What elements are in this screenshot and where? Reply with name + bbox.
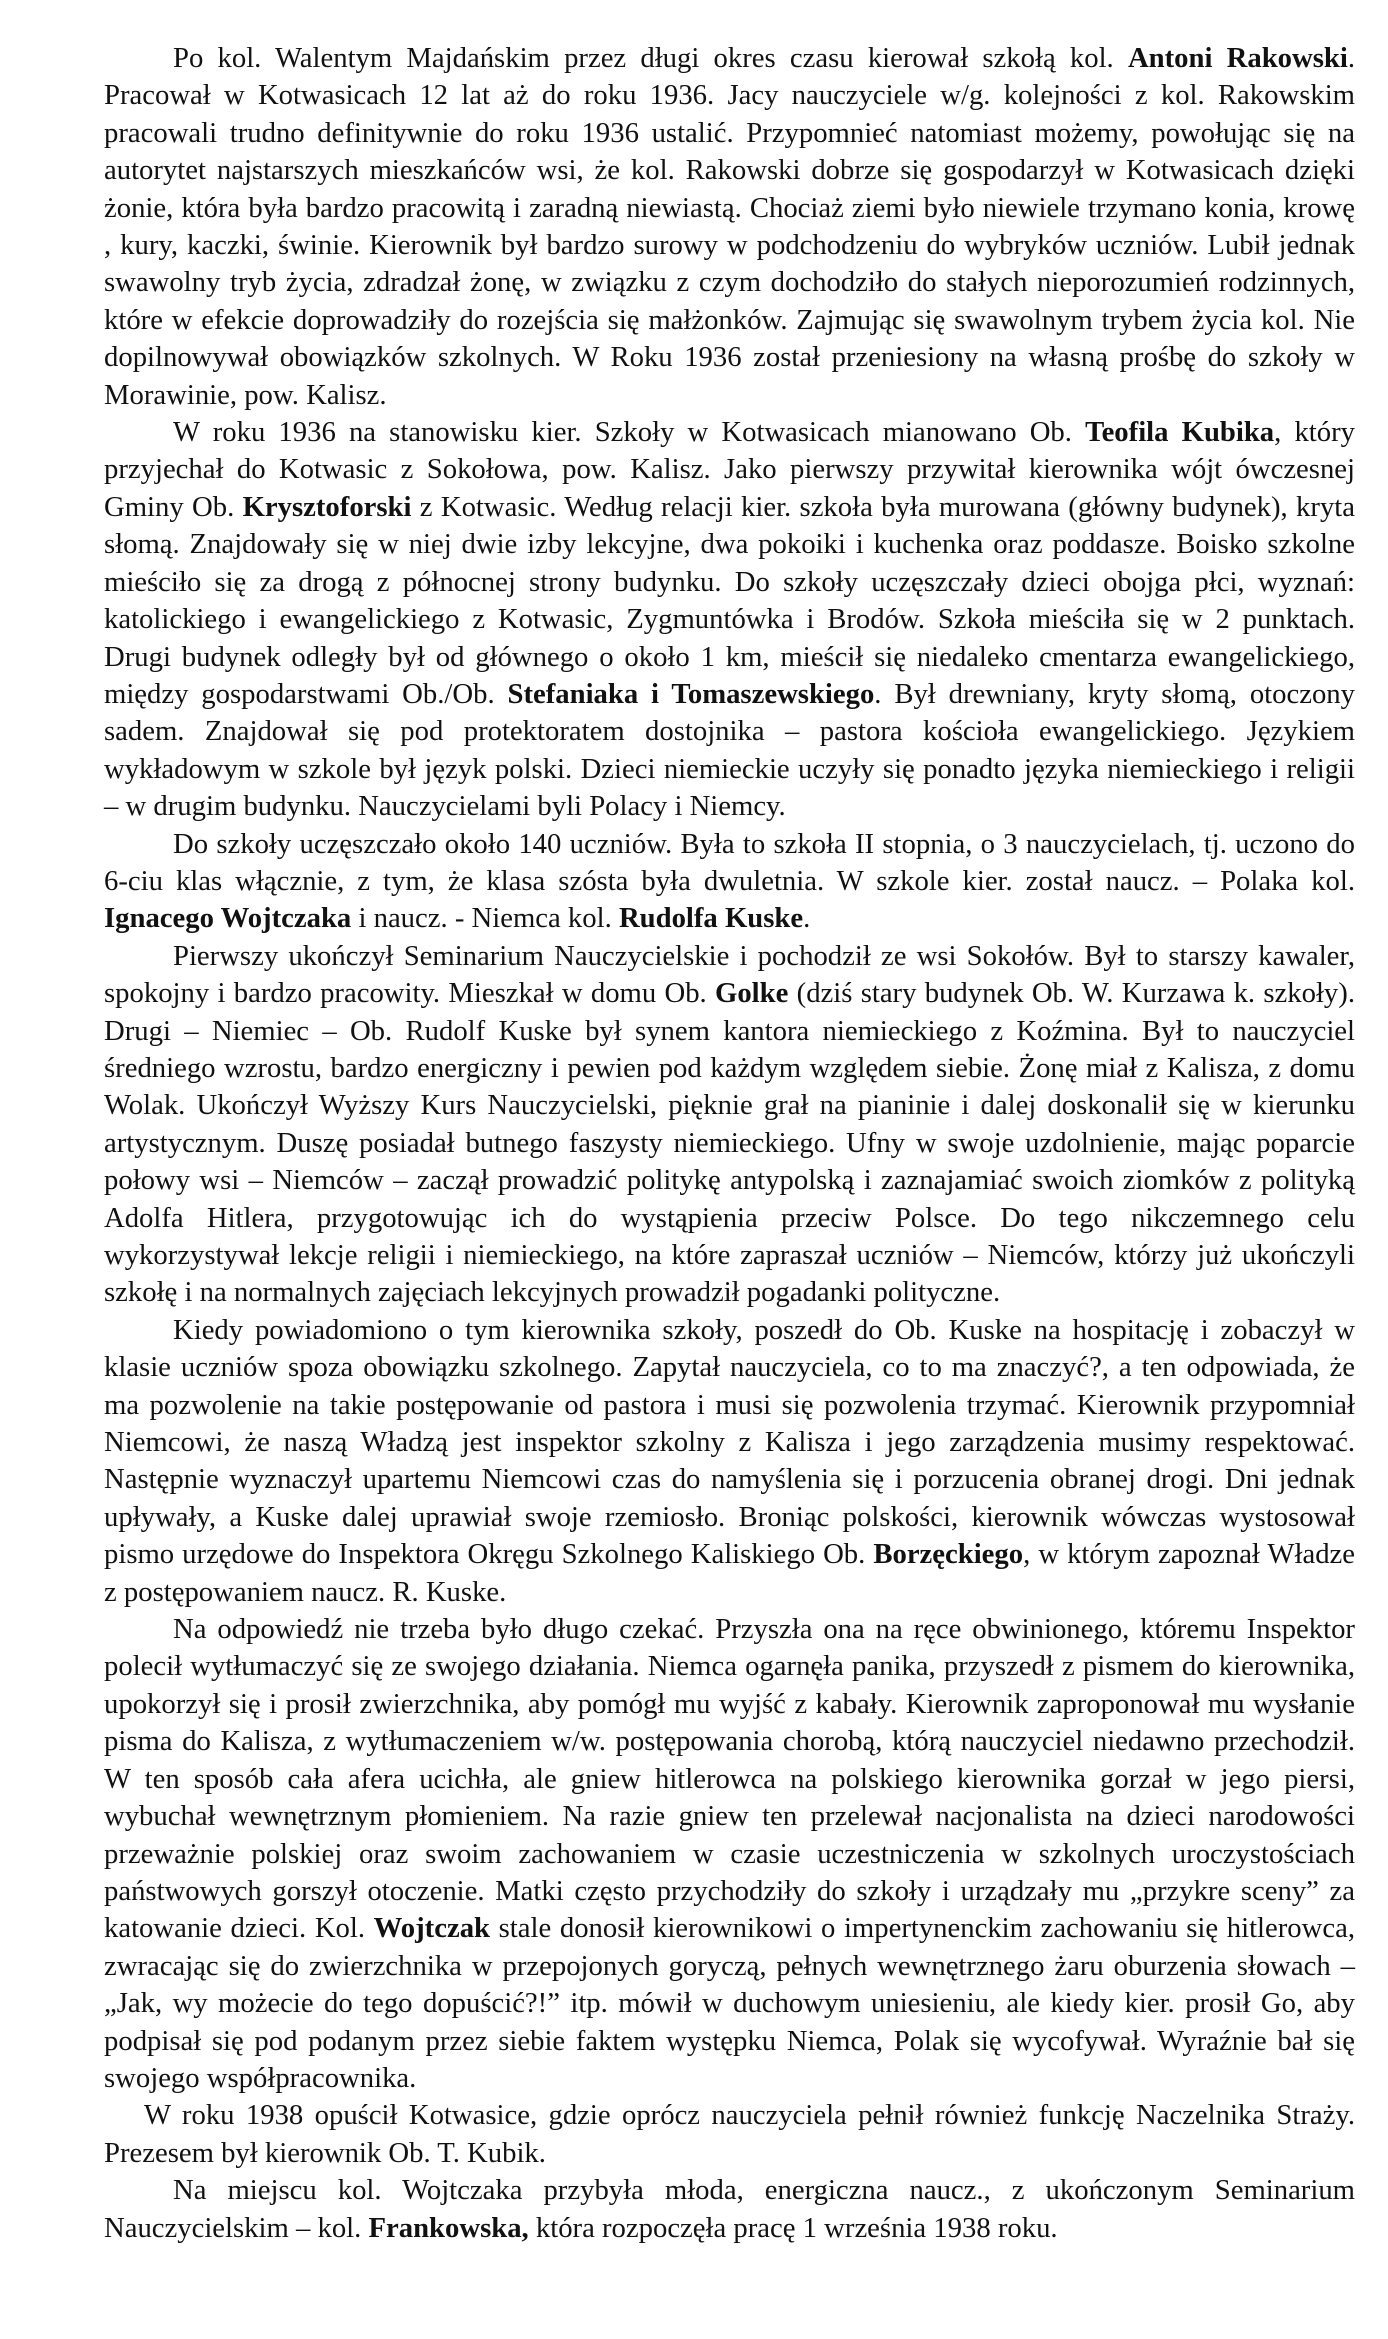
bold-name-text: Golke: [715, 977, 789, 1010]
body-text: , który przyjechał do Kotwasic z Sokołowa, pow. Kalisz. Jako pierwszy przywitał kierownika wójt ówczesnej Gminy Ob.: [104, 416, 1355, 523]
paragraph-5: [104, 1312, 1355, 1611]
body-text: Na miejscu kol. Wojtczaka przybyła młoda, energiczna naucz., z ukończonym Seminarium Nauczycielskim – kol.: [104, 2174, 1355, 2244]
paragraph-8: [104, 2172, 1355, 2247]
bold-name-text: Stefaniaka i Tomaszewskiego: [507, 677, 875, 710]
body-text: Pierwszy ukończył Seminarium Nauczycielskie i pochodził ze wsi Sokołów. Był to starszy kawaler, spokojny i bardzo pracowity. Mieszkał w domu Ob.: [104, 939, 1355, 1010]
body-text: Na odpowiedź nie trzeba było długo czekać. Przyszła ona na ręce obwinionego, któremu Inspektor polecił wytłumaczyć się ze swojego działania. Niemca ogarnęła panika, przyszedł z pismem do kierownika, upokorzył się i prosił zwierzchnika, aby pomógł mu wyjść z kabały. Kierownik zaproponował mu wysłanie pisma do Kalisza, z wytłumaczeniem w/w. postępowania chorobą, którą nauczyciel niedawno przechodził. W ten sposób cała afera ucichła, ale gniew hitlerowca na polskiego kierownika gorzał w jego piersi, wybuchał wewnętrznym płomieniem. Na razie gniew ten przelewał nacjonalista na dzieci narodowości przeważnie polskiej oraz swoim zachowaniem w czasie uczestniczenia w szkolnych uroczystościach państwowych gorszył otoczenie. Matki często przychodziły do szkoły i urządzały mu „przykre sceny” za katowanie dzieci. Kol.: [104, 1613, 1355, 1945]
paragraph-4: [104, 938, 1355, 1312]
bold-name-text: Borzęckiego: [873, 1538, 1024, 1571]
body-text: .: [803, 902, 811, 935]
bold-name-text: Teofila Kubika: [1085, 416, 1275, 449]
bold-name-text: Krysztoforski: [242, 490, 412, 523]
body-text: (dziś stary budynek Ob. W. Kurzawa k. szkoły). Drugi – Niemiec – Ob. Rudolf Kuske był synem kantora niemieckiego z Koźmina. Był to nauczyciel średniego wzrostu, bardzo energiczny i pewien pod każdym względem siebie. Żonę miał z Kalisza, z domu Wolak. Ukończył Wyższy Kurs Nauczycielski, pięknie grał na pianinie i dalej doskonalił się w kierunku artystycznym. Duszę posiadał butnego faszysty niemieckiego. Ufny w swoje uzdolnienie, mając poparcie połowy wsi – Niemców – zaczął prowadzić politykę antypolską i zaznajamiać swoich ziomków z polityką Adolfa Hitlera, przygotowując ich do wystąpienia przeciw Polsce. Do tego nikczemnego celu wykorzystywał lekcje religii i niemieckiego, na które zapraszał uczniów – Niemców, którzy już ukończyli szkołę i na normalnych zajęciach lekcyjnych prowadził pogadanki polityczne.: [104, 977, 1355, 1309]
body-text: . Pracował w Kotwasicach 12 lat aż do roku 1936. Jacy nauczyciele w/g. kolejności z kol. Rakowskim pracowali trudno definitywnie do roku 1936 ustalić. Przypomnieć natomiast możemy, powołując się na autorytet najstarszych mieszkańców wsi, że kol. Rakowski dobrze się gospodarzył w Kotwasicach dzięki żonie, która była bardzo pracowitą i zaradną niewiastą. Chociaż ziemi było niewiele trzymano konia, krowę , kury, kaczki, świnie. Kierownik był bardzo surowy w podchodzeniu do wybryków uczniów. Lubił jednak swawolny tryb życia, zdradzał żonę, w związku z czym dochodziło do stałych nieporozumień rodzinnych, które w efekcie doprowadziły do rozejścia się małżonków. Zajmując się swawolnym trybem życia kol. Nie dopilnowywał obowiązków szkolnych. W Roku 1936 został przeniesiony na własną prośbę do szkoły w Morawinie, pow. Kalisz.: [104, 42, 1355, 411]
bold-name-text: Wojtczak: [373, 1912, 490, 1945]
body-text: która rozpoczęła pracę 1 września 1938 roku.: [528, 2211, 1058, 2244]
body-text: . Był drewniany, kryty słomą, otoczony sadem. Znajdował się pod protektoratem dostojnika – pastora kościoła ewangelickiego. Językiem wykładowym w szkole był język polski. Dzieci niemieckie uczyły się ponadto języka niemieckiego i religii – w drugim budynku. Nauczycielami byli Polacy i Niemcy.: [104, 677, 1355, 823]
body-text: W roku 1936 na stanowisku kier. Szkoły w Kotwasicach mianowano Ob.: [173, 416, 1086, 449]
body-text: Do szkoły uczęszczało około 140 uczniów. Była to szkoła II stopnia, o 3 nauczycielach, tj. uczono do 6-ciu klas włącznie, z tym, że klasa szósta była dwuletnia. W szkole kier. został naucz. – Polaka kol.: [104, 827, 1355, 897]
bold-name-text: Antoni Rakowski: [1127, 42, 1348, 74]
body-text: z Kotwasic. Według relacji kier. szkoła była murowana (główny budynek), kryta słomą. Znajdowały się w niej dwie izby lekcyjne, dwa pokoiki i kuchenka oraz poddasze. Boisko szkolne mieściło się za drogą z północnej strony budynku. Do szkoły uczęszczały dzieci obojga płci, wyznań: katolickiego i ewangelickiego z Kotwasic, Zygmuntówka i Brodów. Szkoła mieściła się w 2 punktach. Drugi budynek odległy był od głównego o około 1 km, mieścił się niedaleko cmentarza ewangelickiego, między gospodarstwami Ob./Ob.: [104, 490, 1355, 710]
body-text: Po kol. Walentym Majdańskim przez długi okres czasu kierował szkołą kol.: [173, 42, 1128, 74]
paragraph-1: [104, 40, 1355, 414]
paragraph-2: [104, 414, 1355, 825]
paragraph-6: [104, 1611, 1355, 2097]
bold-name-text: Ignacego Wojtczaka: [104, 902, 352, 935]
paragraph-7: [104, 2097, 1355, 2172]
body-text: Kiedy powiadomiono o tym kierownika szkoły, poszedł do Ob. Kuske na hospitację i zobaczył w klasie uczniów spoza obowiązku szkolnego. Zapytał nauczyciela, co to ma znaczyć?, a ten odpowiada, że ma pozwolenie na takie postępowanie od pastora i musi się pozwolenia trzymać. Kierownik przypomniał Niemcowi, że naszą Władzą jest inspektor szkolny z Kalisza i jego zarządzenia musimy respektować. Następnie wyznaczył upartemu Niemcowi czas do namyślenia się i porzucenia obranej drogi. Dni jednak upływały, a Kuske dalej uprawiał swoje rzemiosło. Broniąc polskości, kierownik wówczas wystosował pismo urzędowe do Inspektora Okręgu Szkolnego Kaliskiego Ob.: [104, 1313, 1355, 1571]
body-text: , w którym zapoznał Władze z postępowaniem naucz. R. Kuske.: [104, 1538, 1356, 1608]
bold-name-text: Rudolfa Kuske: [618, 902, 804, 935]
body-text: W roku 1938 opuścił Kotwasice, gdzie oprócz nauczyciela pełnił również funkcję Naczelnika Straży. Prezesem był kierownik Ob. T. Kubik.: [104, 2099, 1355, 2169]
body-text: stale donosił kierownikowi o impertynenckim zachowaniu się hitlerowca, zwracając się do zwierzchnika w przepojonych goryczą, pełnych wewnętrznego żaru oburzenia słowach – „Jak, wy możecie do tego dopuścić?!” itp. mówił w duchowym uniesieniu, ale kiedy kier. prosił Go, aby podpisał się pod podanym przez siebie faktem występku Niemca, Polak się wycofywał. Wyraźnie bał się swojego współpracownika.: [104, 1912, 1355, 2094]
bold-name-text: Frankowska,: [368, 2211, 529, 2244]
paragraph-3: [104, 826, 1355, 938]
body-text: i naucz. - Niemca kol.: [351, 902, 619, 935]
